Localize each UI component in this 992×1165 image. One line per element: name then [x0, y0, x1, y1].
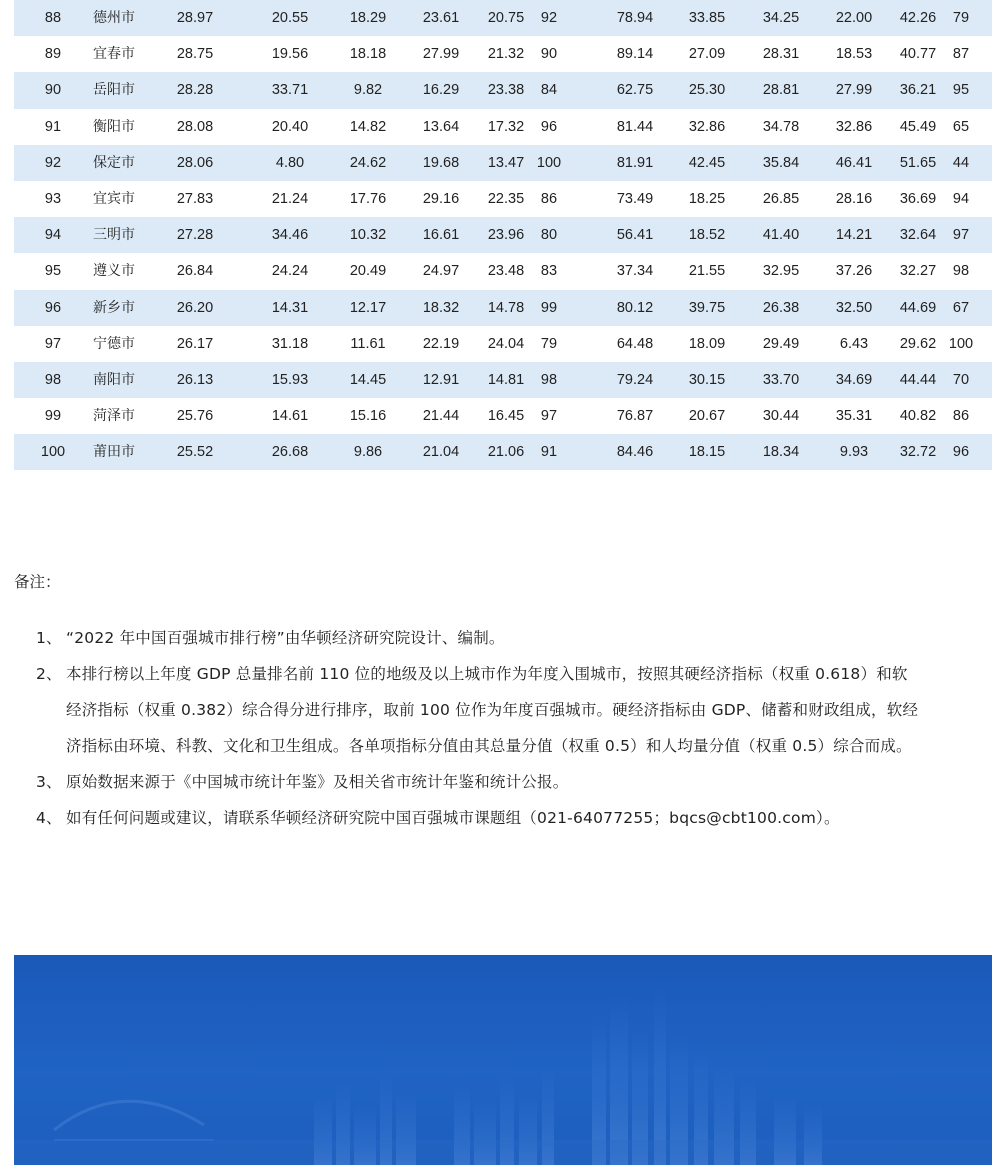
score-cell: 98	[540, 371, 558, 388]
score-cell: 32.86	[688, 118, 726, 135]
score-cell: 73.49	[616, 190, 654, 207]
score-cell: 41.40	[762, 227, 800, 244]
score-cell: 18.25	[688, 190, 726, 207]
rank-cell: 99	[44, 408, 62, 425]
city-name-cell: 南阳市	[93, 371, 135, 388]
score-cell: 26.17	[176, 335, 214, 352]
score-cell: 89.14	[616, 46, 654, 63]
score-cell: 29.16	[422, 190, 460, 207]
score-cell: 23.61	[422, 10, 460, 26]
score-cell: 33.71	[271, 82, 309, 99]
rank-cell: 96	[44, 299, 62, 316]
score-cell: 31.18	[271, 335, 309, 352]
score-cell: 13.47	[487, 154, 525, 171]
score-cell: 26.20	[176, 299, 214, 316]
score-cell: 56.41	[616, 227, 654, 244]
score-cell: 28.16	[835, 190, 873, 207]
score-cell: 79	[540, 335, 558, 352]
notes-section	[14, 570, 992, 836]
city-name-cell: 保定市	[93, 154, 135, 171]
score-cell: 90	[540, 46, 558, 63]
note-number: 4、	[36, 809, 62, 827]
score-cell: 96	[540, 118, 558, 135]
score-cell: 42.26	[899, 10, 937, 26]
score-cell: 95	[952, 82, 970, 99]
score-cell: 9.93	[839, 444, 869, 461]
score-cell: 30.15	[688, 371, 726, 388]
note-item	[14, 800, 992, 836]
note-text-line: “2022 年中国百强城市排行榜”由华顿经济研究院设计、编制。	[66, 629, 505, 647]
score-cell: 34.78	[762, 118, 800, 135]
score-cell: 81.91	[616, 154, 654, 171]
score-cell: 34.25	[762, 10, 800, 26]
score-cell: 64.48	[616, 335, 654, 352]
table-row	[14, 181, 992, 217]
notes-heading: 备注：	[14, 573, 61, 591]
score-cell: 18.34	[762, 444, 800, 461]
score-cell: 16.29	[422, 82, 460, 99]
score-cell: 24.97	[422, 263, 460, 280]
table-row	[14, 362, 992, 398]
score-cell: 17.32	[487, 118, 525, 135]
score-cell: 26.38	[762, 299, 800, 316]
rank-cell: 93	[44, 190, 62, 207]
score-cell: 33.70	[762, 371, 800, 388]
score-cell: 22.19	[422, 335, 460, 352]
score-cell: 25.52	[176, 444, 214, 461]
score-cell: 29.49	[762, 335, 800, 352]
score-cell: 22.35	[487, 190, 525, 207]
table-row	[14, 326, 992, 362]
score-cell: 37.26	[835, 263, 873, 280]
city-name-cell: 岳阳市	[93, 82, 135, 99]
note-text-line: 本排行榜以上年度 GDP 总量排名前 110 位的地级及以上城市作为年度入围城市，按照其硬经济指标（权重 0.618）和软	[66, 665, 908, 683]
score-cell: 65	[952, 118, 970, 135]
city-name-cell: 宁德市	[93, 335, 135, 352]
city-name-cell: 三明市	[93, 227, 135, 244]
score-cell: 20.55	[271, 10, 309, 26]
score-cell: 20.40	[271, 118, 309, 135]
city-name-cell: 遵义市	[93, 263, 135, 280]
score-cell: 12.17	[349, 299, 387, 316]
city-name-cell: 菏泽市	[93, 408, 135, 425]
score-cell: 28.81	[762, 82, 800, 99]
note-text-line: 如有任何问题或建议，请联系华顿经济研究院中国百强城市课题组（021-64077255；bqcs@cbt100.com）。	[66, 809, 840, 827]
score-cell: 76.87	[616, 408, 654, 425]
score-cell: 79.24	[616, 371, 654, 388]
score-cell: 4.80	[275, 154, 305, 171]
score-cell: 28.06	[176, 154, 214, 171]
score-cell: 24.04	[487, 335, 525, 352]
rank-cell: 89	[44, 46, 62, 63]
score-cell: 36.21	[899, 82, 937, 99]
table-row	[14, 36, 992, 72]
rank-cell: 97	[44, 335, 62, 352]
score-cell: 20.49	[349, 263, 387, 280]
score-cell: 99	[540, 299, 558, 316]
score-cell: 27.99	[422, 46, 460, 63]
rank-cell: 91	[44, 118, 62, 135]
score-cell: 21.55	[688, 263, 726, 280]
score-cell: 28.97	[176, 10, 214, 26]
score-cell: 40.82	[899, 408, 937, 425]
score-cell: 37.34	[616, 263, 654, 280]
score-cell: 14.21	[835, 227, 873, 244]
score-cell: 14.81	[487, 371, 525, 388]
rank-cell: 90	[44, 82, 62, 99]
score-cell: 86	[540, 190, 558, 207]
score-cell: 42.45	[688, 154, 726, 171]
score-cell: 80.12	[616, 299, 654, 316]
notes-list	[14, 620, 992, 836]
score-cell: 15.16	[349, 408, 387, 425]
score-cell: 34.69	[835, 371, 873, 388]
score-cell: 13.64	[422, 118, 460, 135]
score-cell: 51.65	[899, 154, 937, 171]
score-cell: 23.38	[487, 82, 525, 99]
score-cell: 27.99	[835, 82, 873, 99]
rank-cell: 98	[44, 371, 62, 388]
note-text-line: 经济指标（权重 0.382）综合得分进行排序，取前 100 位作为年度百强城市。硬经济指标由 GDP、储蓄和财政组成，软经	[66, 701, 919, 719]
score-cell: 44.44	[899, 371, 937, 388]
city-name-cell: 莆田市	[93, 444, 135, 461]
score-cell: 62.75	[616, 82, 654, 99]
score-cell: 16.61	[422, 227, 460, 244]
score-cell: 100	[536, 154, 562, 171]
note-item	[14, 764, 992, 800]
score-cell: 92	[540, 10, 558, 26]
score-cell: 100	[948, 335, 974, 352]
table-row	[14, 217, 992, 253]
note-item	[14, 620, 992, 656]
score-cell: 14.82	[349, 118, 387, 135]
score-cell: 14.78	[487, 299, 525, 316]
note-number: 1、	[36, 629, 62, 647]
score-cell: 21.24	[271, 190, 309, 207]
score-cell: 97	[540, 408, 558, 425]
score-cell: 21.32	[487, 46, 525, 63]
score-cell: 6.43	[839, 335, 869, 352]
score-cell: 26.13	[176, 371, 214, 388]
score-cell: 27.83	[176, 190, 214, 207]
score-cell: 9.86	[353, 444, 383, 461]
score-cell: 18.29	[349, 10, 387, 26]
score-cell: 18.18	[349, 46, 387, 63]
score-cell: 14.61	[271, 408, 309, 425]
score-cell: 44	[952, 154, 970, 171]
note-text-line: 济指标由环境、科教、文化和卫生组成。各单项指标分值由其总量分值（权重 0.5）和人均量分值（权重 0.5）综合而成。	[66, 737, 912, 755]
score-cell: 21.06	[487, 444, 525, 461]
score-cell: 18.09	[688, 335, 726, 352]
score-cell: 67	[952, 299, 970, 316]
rank-cell: 100	[40, 444, 66, 461]
score-cell: 81.44	[616, 118, 654, 135]
score-cell: 86	[952, 408, 970, 425]
score-cell: 18.52	[688, 227, 726, 244]
city-name-cell: 新乡市	[93, 299, 135, 316]
score-cell: 84	[540, 82, 558, 99]
score-cell: 70	[952, 371, 970, 388]
score-cell: 44.69	[899, 299, 937, 316]
score-cell: 46.41	[835, 154, 873, 171]
score-cell: 14.45	[349, 371, 387, 388]
score-cell: 78.94	[616, 10, 654, 26]
score-cell: 21.04	[422, 444, 460, 461]
score-cell: 10.32	[349, 227, 387, 244]
score-cell: 21.44	[422, 408, 460, 425]
score-cell: 28.75	[176, 46, 214, 63]
score-cell: 19.56	[271, 46, 309, 63]
score-cell: 25.30	[688, 82, 726, 99]
table-row	[14, 72, 992, 108]
rank-cell: 92	[44, 154, 62, 171]
ranking-table	[14, 0, 992, 470]
table-row	[14, 145, 992, 181]
score-cell: 83	[540, 263, 558, 280]
score-cell: 34.46	[271, 227, 309, 244]
city-skyline-banner	[14, 955, 992, 1165]
score-cell: 45.49	[899, 118, 937, 135]
score-cell: 29.62	[899, 335, 937, 352]
score-cell: 33.85	[688, 10, 726, 26]
note-number: 2、	[36, 665, 62, 683]
score-cell: 30.44	[762, 408, 800, 425]
skyline-illustration	[14, 955, 992, 1165]
table-row	[14, 253, 992, 289]
score-cell: 18.53	[835, 46, 873, 63]
city-name-cell: 衡阳市	[93, 118, 135, 135]
score-cell: 80	[540, 227, 558, 244]
table-row	[14, 109, 992, 145]
table-row	[14, 290, 992, 326]
score-cell: 27.28	[176, 227, 214, 244]
score-cell: 32.64	[899, 227, 937, 244]
score-cell: 97	[952, 227, 970, 244]
table-row	[14, 398, 992, 434]
score-cell: 12.91	[422, 371, 460, 388]
score-cell: 16.45	[487, 408, 525, 425]
score-cell: 23.48	[487, 263, 525, 280]
score-cell: 35.84	[762, 154, 800, 171]
score-cell: 20.75	[487, 10, 525, 26]
score-cell: 79	[952, 10, 970, 26]
score-cell: 36.69	[899, 190, 937, 207]
score-cell: 22.00	[835, 10, 873, 26]
score-cell: 26.84	[176, 263, 214, 280]
note-number: 3、	[36, 773, 62, 791]
score-cell: 94	[952, 190, 970, 207]
score-cell: 32.27	[899, 263, 937, 280]
score-cell: 27.09	[688, 46, 726, 63]
table-row	[14, 434, 992, 470]
score-cell: 9.82	[353, 82, 383, 99]
note-text-line: 原始数据来源于《中国城市统计年鉴》及相关省市统计年鉴和统计公报。	[66, 773, 569, 791]
score-cell: 28.08	[176, 118, 214, 135]
score-cell: 26.85	[762, 190, 800, 207]
score-cell: 87	[952, 46, 970, 63]
score-cell: 25.76	[176, 408, 214, 425]
city-name-cell: 德州市	[93, 10, 135, 26]
city-name-cell: 宜宾市	[93, 190, 135, 207]
score-cell: 17.76	[349, 190, 387, 207]
score-cell: 24.62	[349, 154, 387, 171]
score-cell: 28.31	[762, 46, 800, 63]
table-row	[14, 0, 992, 36]
rank-cell: 88	[44, 10, 62, 26]
score-cell: 23.96	[487, 227, 525, 244]
score-cell: 28.28	[176, 82, 214, 99]
score-cell: 20.67	[688, 408, 726, 425]
score-cell: 98	[952, 263, 970, 280]
rank-cell: 95	[44, 263, 62, 280]
score-cell: 91	[540, 444, 558, 461]
score-cell: 32.72	[899, 444, 937, 461]
city-name-cell: 宜春市	[93, 46, 135, 63]
score-cell: 24.24	[271, 263, 309, 280]
score-cell: 32.50	[835, 299, 873, 316]
score-cell: 35.31	[835, 408, 873, 425]
rank-cell: 94	[44, 227, 62, 244]
score-cell: 32.86	[835, 118, 873, 135]
score-cell: 96	[952, 444, 970, 461]
score-cell: 15.93	[271, 371, 309, 388]
score-cell: 11.61	[350, 335, 386, 352]
score-cell: 19.68	[422, 154, 460, 171]
score-cell: 18.15	[688, 444, 726, 461]
score-cell: 14.31	[271, 299, 309, 316]
note-item	[14, 656, 992, 764]
score-cell: 18.32	[422, 299, 460, 316]
score-cell: 39.75	[688, 299, 726, 316]
score-cell: 84.46	[616, 444, 654, 461]
score-cell: 26.68	[271, 444, 309, 461]
score-cell: 32.95	[762, 263, 800, 280]
score-cell: 40.77	[899, 46, 937, 63]
